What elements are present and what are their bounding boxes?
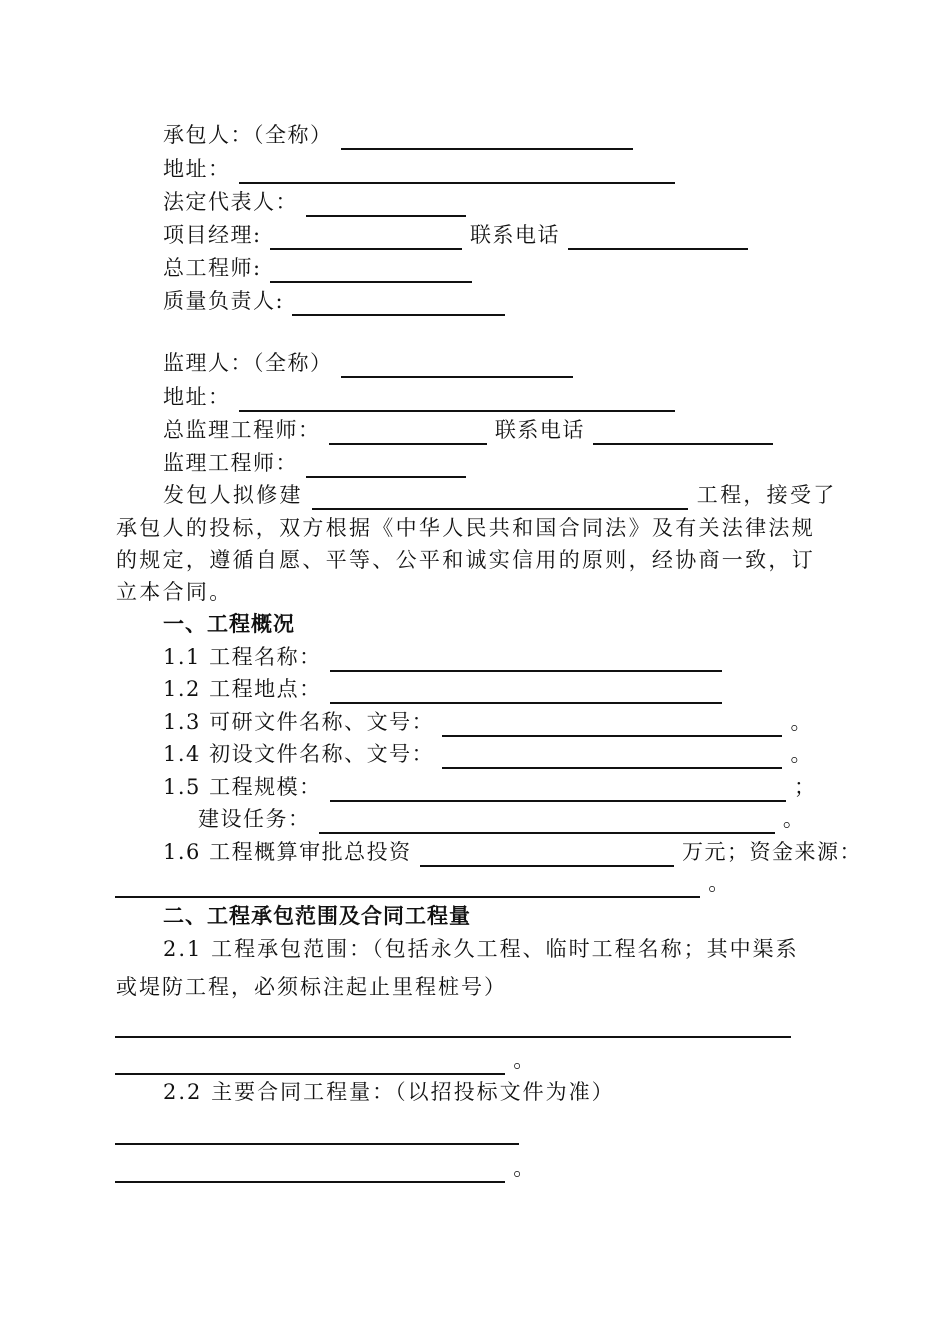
item-1-6-unit: 万元；资金来源：: [681, 840, 862, 864]
supervisor-phone-field[interactable]: [593, 413, 773, 445]
item-2-1-line-1: 2.1 工程承包范围：（包括永久工程、临时工程名称；其中渠系: [163, 937, 799, 961]
item-1-5-semicolon: ；: [793, 775, 817, 799]
preliminary-design-doc-field[interactable]: [442, 737, 782, 769]
chief-engineer-label: 总工程师:: [163, 256, 262, 280]
project-scale-field[interactable]: [330, 770, 786, 802]
contractor-name-row: [163, 118, 633, 152]
contractor-phone-label: 联系电话: [469, 223, 560, 247]
section-1-title: 一、工程概况: [163, 611, 295, 636]
project-title-field[interactable]: [330, 640, 722, 672]
section-2-title: 二、工程承包范围及合同工程量: [163, 903, 471, 928]
project-manager-label: 项目经理:: [163, 223, 262, 247]
supervisor-address-field[interactable]: [239, 380, 675, 412]
preamble-tail: 工程，接受了: [696, 483, 837, 507]
item-1-5b-row: [198, 802, 805, 836]
item-1-5b-period: 。: [782, 807, 806, 831]
supervisor-address-row: [163, 380, 675, 414]
quantities-period: 。: [513, 1156, 536, 1180]
contractor-name-field[interactable]: [341, 118, 633, 150]
item-1-2-row: [163, 672, 722, 706]
contractor-address-row: [163, 152, 675, 186]
quantities-line-1: [115, 1113, 519, 1147]
funding-source-period: 。: [708, 871, 731, 895]
project-name-field[interactable]: [312, 478, 688, 510]
construction-tasks-field[interactable]: [319, 802, 775, 834]
funding-source-row: [115, 866, 731, 900]
scope-period: 。: [513, 1048, 536, 1072]
feasibility-doc-field[interactable]: [442, 705, 782, 737]
chief-supervisor-field[interactable]: [329, 413, 487, 445]
quantities-line-2: [115, 1151, 536, 1185]
item-1-3-period: 。: [790, 710, 813, 734]
supervisor-address-label: 地址：: [163, 385, 231, 409]
legal-rep-label: 法定代表人：: [163, 190, 298, 214]
contractor-name-label: 承包人：（全称）: [163, 123, 333, 147]
supervisor-engineer-field[interactable]: [306, 446, 466, 478]
legal-rep-row: [163, 185, 466, 219]
item-1-1-row: [163, 640, 722, 674]
quality-lead-field[interactable]: [292, 284, 505, 316]
total-investment-field[interactable]: [420, 835, 674, 867]
item-1-3-row: [163, 705, 813, 739]
chief-engineer-field[interactable]: [270, 251, 472, 283]
item-1-6-label: 1.6 工程概算审批总投资: [163, 840, 412, 864]
supervisor-name-field[interactable]: [341, 346, 573, 378]
preamble-line-3: 的规定，遵循自愿、平等、公平和诚实信用的原则，经协商一致，订: [116, 548, 815, 572]
project-location-field[interactable]: [330, 672, 722, 704]
funding-source-field[interactable]: [115, 866, 700, 898]
scope-field-2[interactable]: [115, 1043, 505, 1075]
chief-engineer-row: [163, 251, 472, 285]
item-1-6-row: [163, 835, 862, 869]
contractor-phone-field[interactable]: [568, 218, 748, 250]
supervisor-name-label: 监理人：（全称）: [163, 351, 333, 375]
item-1-5-label: 1.5 工程规模：: [163, 775, 322, 799]
preamble-line-1: [163, 478, 837, 512]
quantities-field-2[interactable]: [115, 1151, 505, 1183]
supervisor-engineer-label: 监理工程师：: [163, 451, 298, 475]
scope-line-1: [115, 1006, 791, 1040]
supervisor-phone-label: 联系电话: [494, 418, 585, 442]
legal-rep-field[interactable]: [306, 185, 466, 217]
quality-lead-row: [163, 284, 505, 318]
scope-line-2: [115, 1043, 536, 1077]
project-manager-row: [163, 218, 748, 252]
quality-lead-label: 质量负责人:: [163, 289, 285, 313]
item-1-5b-label: 建设任务：: [198, 807, 311, 831]
chief-supervisor-label: 总监理工程师：: [163, 418, 321, 442]
item-1-5-row: [163, 770, 816, 804]
supervisor-name-row: [163, 346, 573, 380]
scope-field-1[interactable]: [115, 1006, 791, 1038]
chief-supervisor-row: [163, 413, 773, 447]
supervisor-engineer-row: [163, 446, 466, 480]
contractor-address-label: 地址：: [163, 157, 231, 181]
item-1-4-label: 1.4 初设文件名称、文号：: [163, 742, 435, 766]
project-manager-field[interactable]: [270, 218, 462, 250]
preamble-line-4: 立本合同。: [116, 580, 233, 604]
item-2-2-label: 2.2 主要合同工程量：（以招投标文件为准）: [163, 1080, 615, 1104]
preamble-lead: 发包人拟修建: [163, 483, 303, 507]
item-1-4-period: 。: [790, 742, 813, 766]
item-2-1-line-2: 或堤防工程，必须标注起止里程桩号）: [116, 975, 507, 999]
item-1-1-label: 1.1 工程名称：: [163, 645, 322, 669]
quantities-field-1[interactable]: [115, 1113, 519, 1145]
contractor-address-field[interactable]: [239, 152, 675, 184]
preamble-line-2: 承包人的投标，双方根据《中华人民共和国合同法》及有关法律法规: [116, 516, 815, 540]
item-1-3-label: 1.3 可研文件名称、文号：: [163, 710, 435, 734]
item-1-4-row: [163, 737, 813, 771]
item-1-2-label: 1.2 工程地点：: [163, 677, 322, 701]
